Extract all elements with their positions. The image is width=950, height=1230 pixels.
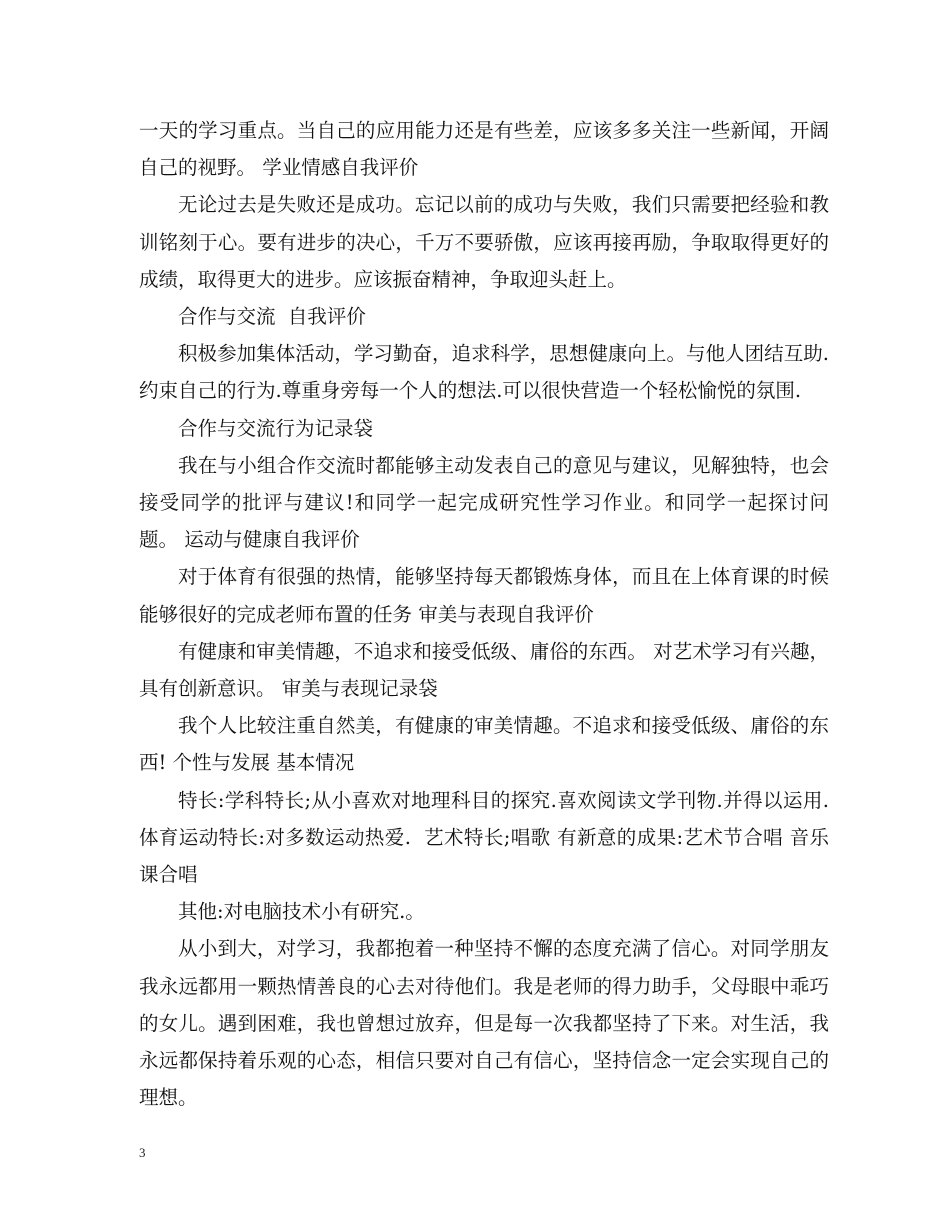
document-body: [139, 112, 842, 1116]
page-number: 3: [139, 1145, 146, 1160]
paragraph-7: 对于体育有很强的热情，能够坚持每天都锻炼身体，而且在上体育课的时候能够很好的完成老师布置的任务 审美与表现自我评价: [139, 565, 829, 626]
paragraph-5-heading: 合作与交流行为记录袋: [178, 416, 374, 440]
paragraph-12: 从小到大，对学习，我都抱着一种坚持不懈的态度充满了信心。对同学朋友我永远都用一颗热情善良的心去对待他们。我是老师的得力助手，父母眼中乖巧的女儿。遇到困难，我也曾想过放弃，但是每一次我都坚持了下来。对生活，我永远都保持着乐观的心态，相信只要对自己有信心，坚持信念一定会实现自己的理想。: [139, 937, 829, 1110]
paragraph-9: 我个人比较注重自然美，有健康的审美情趣。不追求和接受低级、庸俗的东西! 个性与发展 基本情况: [139, 714, 829, 775]
paragraph-8: 有健康和审美情趣，不追求和接受低级、庸俗的东西。 对艺术学习有兴趣，具有创新意识。 审美与表现记录袋: [139, 639, 829, 701]
paragraph-2: 无论过去是失败还是成功。忘记以前的成功与失败，我们只需要把经验和教训铭刻于心。要有进步的决心，千万不要骄傲，应该再接再励，争取取得更好的成绩，取得更大的进步。应该振奋精神，争取迎头赶上。: [139, 193, 829, 291]
paragraph-6: 我在与小组合作交流时都能够主动发表自己的意见与建议，见解独特，也会接受同学的批评与建议!和同学一起完成研究性学习作业。和同学一起探讨问题。 运动与健康自我评价: [139, 453, 829, 552]
paragraph-10: 特长:学科特长;从小喜欢对地理科目的探究.喜欢阅读文学刊物.并得以运用. 体育运动特长:对多数运动热爱. 艺术特长;唱歌 有新意的成果:艺术节合唱 音乐课合唱: [139, 788, 842, 887]
paragraph-1: 一天的学习重点。当自己的应用能力还是有些差，应该多多关注一些新闻，开阔自己的视野。 学业情感自我评价: [139, 119, 829, 180]
paragraph-4: 积极参加集体活动，学习勤奋，追求科学，思想健康向上。与他人团结互助.约束自己的行为.尊重身旁每一个人的想法.可以很快营造一个轻松愉悦的氛围.: [139, 342, 829, 403]
paragraph-11: 其他:对电脑技术小有研究.。: [178, 900, 425, 924]
paragraph-3-heading: 合作与交流 自我评价: [178, 305, 366, 329]
